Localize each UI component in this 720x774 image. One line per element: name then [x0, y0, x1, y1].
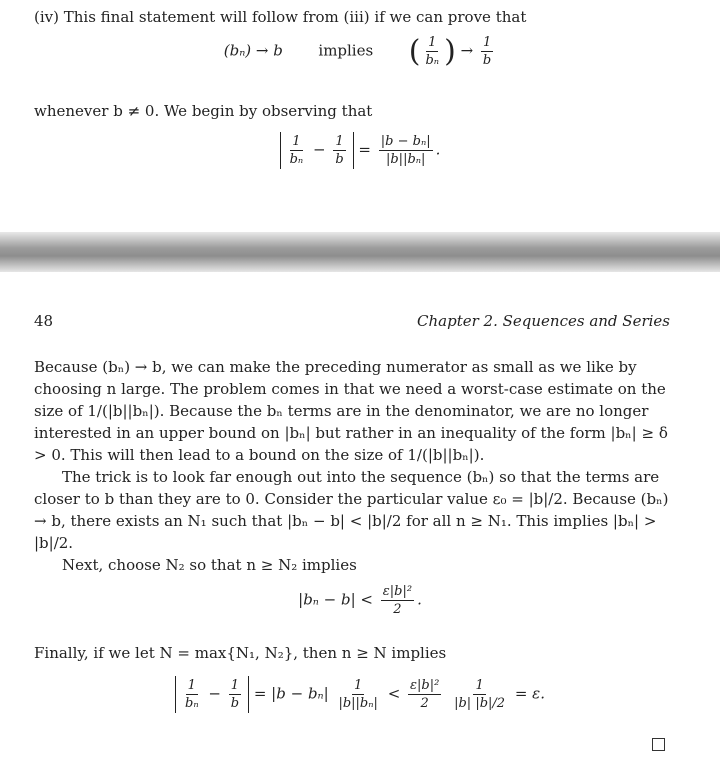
fraction-eps-b2-over-2: $\frac{\text{ε|b|²}}{2}$ — [382, 584, 413, 617]
right-paren: ) — [444, 34, 456, 69]
top-page — [0, 0, 720, 232]
display-equation-final: $\frac{1}{\text{bₙ}}$ − $\frac{1}{b}$ = |b − bₙ| $\frac{1}{\text{|b||bₙ|}}$ < $\frac{\text{ε|b|²}}{2}$ $\frac{1}{|b| |b|/2}$ = ε. — [0, 676, 720, 713]
display-equation-implies — [0, 34, 720, 69]
paragraph-next: Next, choose N₂ so that n ≥ N₂ implies — [62, 556, 357, 574]
display-equation-n2: |bₙ − b| < $\frac{\text{ε|b|²}}{2}$ . — [298, 584, 422, 617]
absolute-value: $\frac{1}{\text{bₙ}}$ − $\frac{1}{b}$ — [280, 132, 354, 169]
page-divider — [0, 232, 720, 272]
paragraph-iv: (iv) This final statement will follow from (iii) if we can prove that — [34, 8, 527, 26]
paragraph-whenever: whenever b ≠ 0. We begin by observing that — [34, 102, 373, 120]
fraction-numerator-over-denominator: $\frac{\text{|b − bₙ|}}{\text{|b||bₙ|}}$ — [380, 134, 431, 167]
bottom-page — [0, 272, 720, 774]
paragraph-finally: Finally, if we let N = max{N₁, N₂}, then n ≥ N implies — [34, 644, 447, 662]
fraction-1-over-bn: $\frac{1}{\text{bₙ}}$ — [425, 35, 440, 68]
running-head: Chapter 2. Sequences and Series — [417, 312, 670, 330]
eq-implies-word: implies — [318, 41, 374, 60]
eq-lhs: (bₙ) → b — [223, 41, 283, 60]
left-paren: ( — [408, 34, 421, 69]
paragraph-because: Because (bₙ) → b, we can make the preceding numerator as small as we like by choosing n large. The problem comes in that we need a worst-case estimate on the size of 1/(|b||bₙ|). Because the bₙ terms are in the denominator, we are no longer interested in an upper bound on |bₙ| but rather in an inequality of the form |bₙ| ≥ δ > 0. This will then lead to a bound on the size of 1/(|b||bₙ|). — [34, 358, 668, 464]
eq-arrow: → — [460, 41, 474, 60]
paragraph-trick: The trick is to look far enough out into the sequence (bₙ) so that the terms are closer to b than they are to 0. Consider the particular value ε₀ = |b|/2. Because (bₙ) → b, there exists an N₁ such that |bₙ − b| < |b|/2 for all n ≥ N₁. This implies |bₙ| > |b|/2. — [34, 468, 669, 552]
fraction-1-over-b: $\frac{1}{b}$ — [482, 35, 492, 68]
display-equation-difference: $\frac{1}{\text{bₙ}}$ − $\frac{1}{b}$ = $\frac{\text{|b − bₙ|}}{\text{|b||bₙ|}}$ . — [0, 132, 720, 169]
page-number: 48 — [34, 312, 54, 330]
qed-square-icon — [652, 738, 665, 751]
